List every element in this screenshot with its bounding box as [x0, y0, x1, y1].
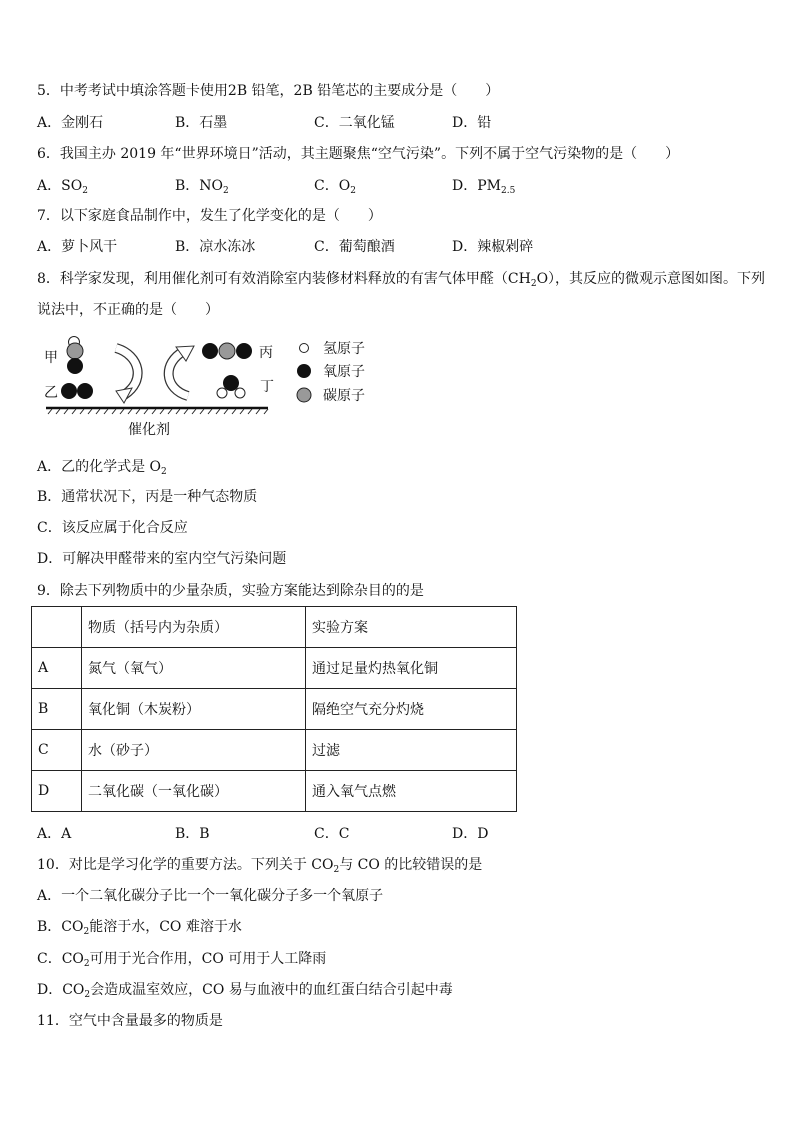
label-bing: 丙 [259, 345, 273, 361]
q11-stem: 11．空气中含量最多的物质是 [37, 1013, 223, 1029]
q5-stem: 5．中考考试中填涂答题卡使用2B 铅笔，2B 铅笔芯的主要成分是（ ） [37, 83, 500, 99]
q8-option-c: C．该反应属于化合反应 [37, 520, 188, 536]
carbon-atom [67, 343, 83, 359]
table-header-cell: 物质（括号内为杂质） [82, 607, 306, 648]
oxygen-atom [236, 343, 252, 359]
legend-carbon-icon [297, 388, 311, 402]
carbon-atom [219, 343, 235, 359]
experiment-table [31, 606, 517, 812]
legend-hydrogen-label: 氢原子 [323, 341, 365, 357]
q10-option-d: D．$CO_2$会造成温室效应，CO 易与血液中的血红蛋白结合引起中毒 [37, 982, 453, 1000]
oxygen-atom [67, 358, 83, 374]
q7-option-c: C．葡萄酿酒 [314, 239, 395, 255]
q7-option-a: A．萝卜风干 [37, 239, 118, 255]
q6-option-c: C．$O_2$ [314, 178, 356, 196]
table-cell: 通入氧气点燃 [306, 771, 517, 812]
q5-option-a: A．金刚石 [37, 115, 104, 131]
table-cell: 氧化铜（木炭粉） [82, 689, 306, 730]
q5-option-d: D．铅 [452, 115, 492, 131]
table-cell: A [32, 648, 82, 689]
q6-option-a: A．$SO_2$ [37, 178, 88, 196]
q8-option-b: B．通常状况下，丙是一种气态物质 [37, 489, 258, 505]
legend-carbon-label: 碳原子 [323, 388, 365, 404]
q6-option-d: D．$PM_{2.5}$ [452, 178, 516, 196]
reaction-diagram [38, 333, 378, 439]
label-jia: 甲 [44, 350, 58, 366]
q10-option-c: C．$CO_2$可用于光合作用，CO 可用于人工降雨 [37, 951, 327, 969]
label-yi: 乙 [44, 385, 58, 401]
q8-option-d: D．可解决甲醛带来的室内空气污染问题 [37, 551, 287, 567]
table-header-cell [32, 607, 82, 648]
table-row [32, 730, 517, 771]
hatch-marks [48, 409, 268, 414]
q9-option-a: A．A [37, 826, 72, 842]
q6-stem: 6．我国主办 2019 年“世界环境日”活动，其主题聚焦“空气污染”。下列不属于空气污染物的是（ ） [37, 146, 680, 162]
q9-option-b: B．B [175, 826, 210, 842]
table-header-cell: 实验方案 [306, 607, 517, 648]
q7-option-d: D．辣椒剁碎 [452, 239, 534, 255]
legend-oxygen-icon [297, 364, 311, 378]
q7-stem: 7．以下家庭食品制作中，发生了化学变化的是（ ） [37, 208, 382, 224]
catalyst-label: 催化剂 [128, 422, 170, 438]
q5-option-c: C．二氧化锰 [314, 115, 395, 131]
q5-option-b: B．石墨 [175, 115, 228, 131]
q10-option-b: B．$CO_2$能溶于水，CO 难溶于水 [37, 919, 242, 937]
q8-stem: 8．科学家发现，利用催化剂可有效消除室内装修材料释放的有害气体甲醛$(CH_2O)$，其反应的微观示意图如图。下列 [37, 271, 766, 289]
oxygen-atom [77, 383, 93, 399]
oxygen-atom [202, 343, 218, 359]
hydrogen-atom [235, 388, 245, 398]
table-cell: 氮气（氧气） [82, 648, 306, 689]
table-row [32, 771, 517, 812]
table-cell: 水（砂子） [82, 730, 306, 771]
legend-hydrogen-icon [300, 344, 309, 353]
table-cell: 隔绝空气充分灼烧 [306, 689, 517, 730]
q8-stem-line2: 说法中，不正确的是（ ） [37, 302, 219, 318]
table-row [32, 689, 517, 730]
oxygen-atom [61, 383, 77, 399]
table-header-row [32, 607, 517, 648]
table-cell: 二氧化碳（一氧化碳） [82, 771, 306, 812]
hydrogen-atom [217, 388, 227, 398]
q8-option-a: A．乙的化学式是 $O_2$ [37, 459, 167, 477]
q9-option-d: D．D [452, 826, 489, 842]
oxygen-atom [223, 375, 239, 391]
q9-stem: 9．除去下列物质中的少量杂质，实验方案能达到除杂目的的是 [37, 583, 424, 599]
legend-oxygen-label: 氧原子 [323, 364, 365, 380]
table-cell: D [32, 771, 82, 812]
q6-option-b: B．$NO_2$ [175, 178, 229, 196]
label-ding: 丁 [260, 379, 274, 395]
table-cell: 通过足量灼热氧化铜 [306, 648, 517, 689]
q9-option-c: C．C [314, 826, 350, 842]
q10-option-a: A．一个二氧化碳分子比一个一氧化碳分子多一个氧原子 [37, 888, 384, 904]
table-cell: 过滤 [306, 730, 517, 771]
table-cell: C [32, 730, 82, 771]
table-cell: B [32, 689, 82, 730]
q10-stem: 10．对比是学习化学的重要方法。下列关于 $CO_2$与 CO 的比较错误的是 [37, 857, 483, 875]
table-row [32, 648, 517, 689]
q7-option-b: B．凉水冻冰 [175, 239, 256, 255]
